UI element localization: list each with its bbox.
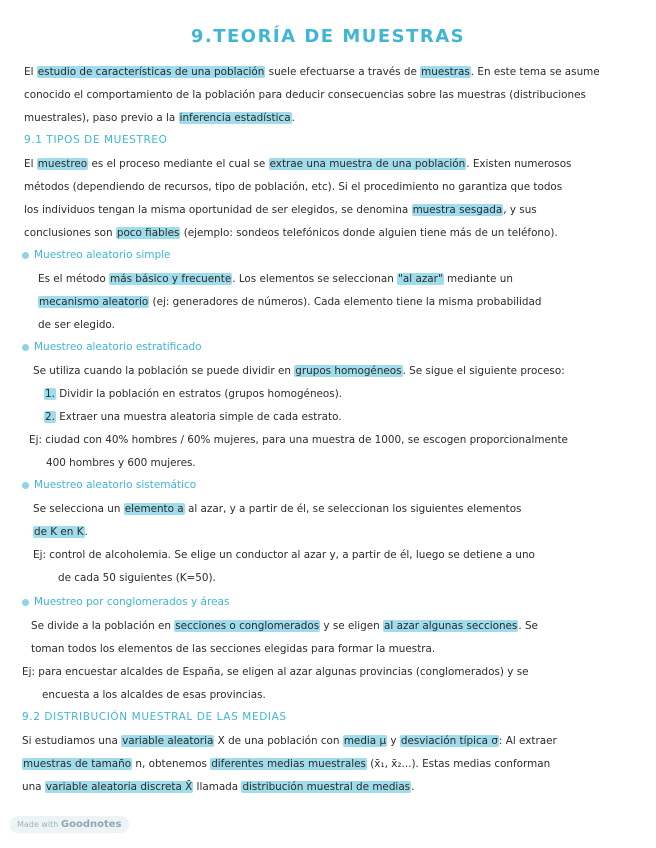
- estratificado-example-1: Ej: ciudad con 40% hombres / 60% mujeres, para una muestra de 1000, se escogen proporcionalmente: [29, 434, 568, 446]
- estratificado-step-2: [44, 410, 342, 424]
- highlight: diferentes medias muestrales: [211, 758, 366, 770]
- s91-line-1: [24, 157, 571, 171]
- conglomerados-example-2: encuesta a los alcaldes de esas provincias.: [42, 689, 266, 701]
- text: : Al extraer: [498, 735, 557, 747]
- simple-line-1: [38, 272, 513, 286]
- highlight: más básico y frecuente: [110, 273, 232, 285]
- highlight: extrae una muestra de una población: [269, 158, 466, 170]
- highlight: grupos homogéneos: [295, 365, 402, 377]
- sistematico-line-2: [33, 525, 88, 539]
- subheading-sistematico: [22, 479, 196, 491]
- text: Dividir la población en estratos (grupos homogéneos).: [55, 388, 343, 400]
- section-heading-distribucion: 9.2 DISTRIBUCIÓN MUESTRAL DE LAS MEDIAS: [22, 711, 287, 723]
- text: suele efectuarse a través de: [265, 66, 421, 78]
- text: llamada: [193, 781, 242, 793]
- text: X de una población con: [214, 735, 343, 747]
- s91-line-3: [24, 203, 537, 217]
- page-title: 9.TEORÍA DE MUESTRAS: [190, 26, 466, 47]
- text: Se selecciona un: [33, 503, 124, 515]
- estratificado-example-2: 400 hombres y 600 mujeres.: [46, 457, 196, 469]
- highlight: mecanismo aleatorio: [39, 296, 149, 308]
- goodnotes-badge: [10, 816, 129, 833]
- highlight: poco fiables: [116, 227, 180, 239]
- s91-line-2: métodos (dependiendo de recursos, tipo de población, etc). Si el procedimiento no garantiza que todos: [24, 181, 563, 193]
- text: .: [411, 781, 415, 793]
- brand-label: Goodnotes: [60, 819, 122, 830]
- s92-line-2: [22, 757, 550, 771]
- text: los individuos tengan la misma oportunidad de ser elegidos, se denomina: [24, 204, 412, 216]
- conglomerados-line-2: toman todos los elementos de las secciones elegidas para formar la muestra.: [31, 643, 436, 655]
- simple-line-3: de ser elegido.: [38, 319, 115, 331]
- highlight: variable aleatoria: [122, 735, 214, 747]
- subheading-estratificado: [22, 341, 202, 353]
- highlight: elemento a: [124, 503, 184, 515]
- section-heading-tipos-muestreo: 9.1 TIPOS DE MUESTREO: [24, 134, 168, 146]
- made-with-label: Made with: [17, 820, 59, 829]
- text: El: [24, 66, 37, 78]
- estratificado-step-1: [44, 387, 342, 401]
- text: . Se: [518, 620, 538, 632]
- text: .: [291, 112, 295, 124]
- text: Se divide a la población en: [31, 620, 175, 632]
- text: una: [22, 781, 45, 793]
- text: al azar, y a partir de él, se seleccionan los siguientes elementos: [184, 503, 522, 515]
- text: (ejemplo: sondeos telefónicos donde alguien tiene más de un teléfono).: [180, 227, 558, 239]
- subheading-conglomerados: [22, 596, 229, 608]
- text: conclusiones son: [24, 227, 116, 239]
- conglomerados-line-1: [31, 619, 538, 633]
- subheading-label: Muestreo aleatorio sistemático: [34, 479, 197, 491]
- step-number: 2.: [45, 411, 55, 423]
- s92-line-1: [22, 734, 557, 748]
- bullet-icon: [22, 482, 29, 489]
- text: (x̄₁, x̄₂...). Estas medias conforman: [366, 758, 551, 770]
- subheading-label: Muestreo aleatorio simple: [34, 249, 171, 261]
- text: Extraer una muestra aleatoria simple de cada estrato.: [55, 411, 342, 423]
- highlight: muestra sesgada: [412, 204, 503, 216]
- subheading-simple: [22, 249, 171, 261]
- text: , y sus: [503, 204, 537, 216]
- highlight: inferencia estadística: [179, 112, 291, 124]
- text: n, obtenemos: [132, 758, 211, 770]
- intro-line-3: [24, 111, 295, 125]
- highlight: muestreo: [37, 158, 88, 170]
- highlight: secciones o conglomerados: [175, 620, 320, 632]
- highlight: muestras de tamaño: [23, 758, 132, 770]
- text: mediante un: [443, 273, 513, 285]
- sistematico-example-2: de cada 50 siguientes (K=50).: [58, 572, 216, 584]
- highlight: distribución muestral de medias: [242, 781, 411, 793]
- text: . Los elementos se seleccionan: [232, 273, 398, 285]
- highlight: media μ: [343, 735, 387, 747]
- text: .: [84, 526, 88, 538]
- text: Si estudiamos una: [22, 735, 122, 747]
- intro-line-2: conocido el comportamiento de la población para deducir consecuencias sobre las muestras (distribuciones: [24, 89, 586, 101]
- estratificado-line-1: [33, 364, 565, 378]
- highlight: estudio de características de una población: [37, 66, 265, 78]
- bullet-icon: [22, 344, 29, 351]
- step-number: 1.: [45, 388, 55, 400]
- s91-line-4: [24, 226, 558, 240]
- simple-line-2: [38, 295, 541, 309]
- text: El: [24, 158, 37, 170]
- text: y: [387, 735, 400, 747]
- subheading-label: Muestreo aleatorio estratificado: [34, 341, 202, 353]
- text: y se eligen: [320, 620, 384, 632]
- text: es el proceso mediante el cual se: [88, 158, 269, 170]
- text: . Se sigue el siguiente proceso:: [402, 365, 565, 377]
- highlight: muestras: [421, 66, 470, 78]
- bullet-icon: [22, 599, 29, 606]
- subheading-label: Muestreo por conglomerados y áreas: [34, 596, 230, 608]
- text: muestrales), paso previo a la: [24, 112, 179, 124]
- highlight: al azar algunas secciones: [384, 620, 518, 632]
- conglomerados-example-1: Ej: para encuestar alcaldes de España, se eligen al azar algunas provincias (conglomerados) y se: [22, 666, 529, 678]
- text: . Existen numerosos: [466, 158, 572, 170]
- text: . En este tema se asume: [470, 66, 600, 78]
- text: Es el método: [38, 273, 110, 285]
- highlight: variable aleatoria discreta X̄: [45, 781, 193, 793]
- text: Se utiliza cuando la población se puede dividir en: [33, 365, 295, 377]
- s92-line-3: [22, 780, 414, 794]
- highlight: de K en K: [34, 526, 84, 538]
- highlight: "al azar": [398, 273, 443, 285]
- sistematico-example-1: Ej: control de alcoholemia. Se elige un conductor al azar y, a partir de él, luego se detiene a uno: [33, 549, 535, 561]
- intro-line-1: [24, 65, 600, 79]
- text: (ej: generadores de números). Cada elemento tiene la misma probabilidad: [149, 296, 542, 308]
- highlight: desviación típica σ: [400, 735, 498, 747]
- bullet-icon: [22, 252, 29, 259]
- sistematico-line-1: [33, 502, 521, 516]
